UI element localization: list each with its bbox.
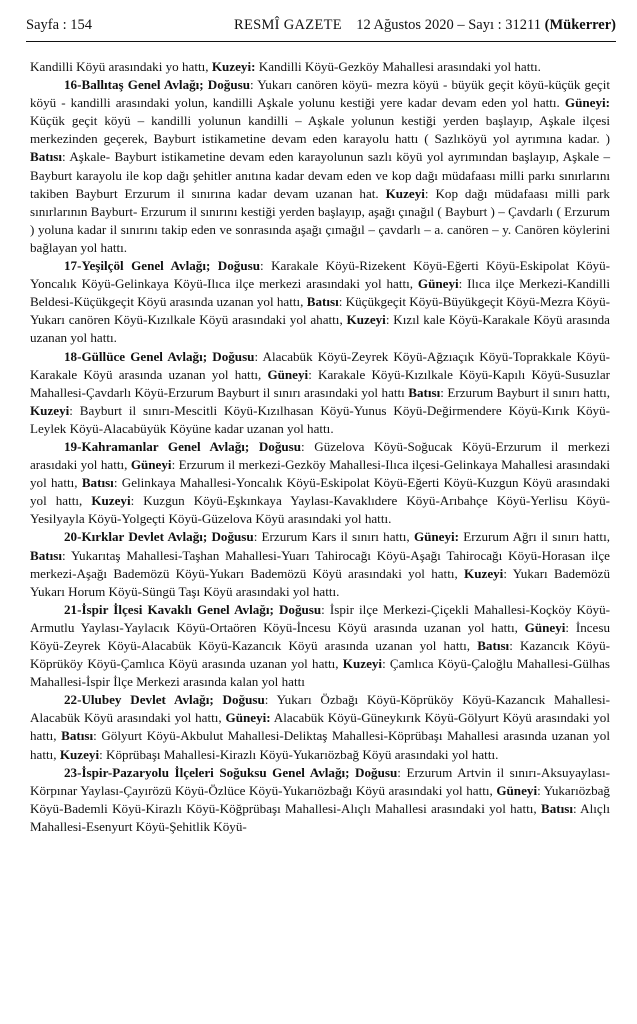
boundary-label: Güneyi: <box>225 710 271 726</box>
section-title: 17-Yeşilçöl Genel Avlağı; <box>64 258 218 274</box>
boundary-label: Batısı <box>61 728 94 744</box>
section-paragraph <box>30 764 610 836</box>
boundary-text: : Küçükgeçit Köyü-Büyükgeçit Köyü-Mezra Köyü-Yukarı canören Köyü-Kızılkale Köyü arasındaki yol ahattı, <box>30 294 611 328</box>
continued-paragraph <box>30 58 610 76</box>
boundary-text: : Çamlıca Köyü-Çaloğlu Mahallesi-Gülhas Mahallesi-İspir İlçe Merkezi arasında kalan yol hattı <box>30 656 611 690</box>
boundary-label: Doğusu <box>207 77 251 93</box>
boundary-label: Doğusu <box>212 348 255 364</box>
section-title: 23-İspir-Pazaryolu İlçeleri Soğuksu Genel Avlağı; <box>64 764 356 780</box>
boundary-label: Güneyi <box>524 619 566 635</box>
boundary-text: : Alacabük Köyü-Zeyrek Köyü-Ağzıaçık Köyü-Toprakkale Köyü-Karakale Köyü arasında uzanan yol hattı, <box>30 348 610 382</box>
boundary-label: Kuzeyi <box>30 402 70 418</box>
boundary-text: : Yukarıtaş Mahallesi-Taşhan Mahallesi-Yuarı Tahirocağı Köyü-Aşağı Tahirocağı Köyü-Horasan ilçe merkezi-Aşağı Bademözü Köyü-Yukarı Bademözü Köyü arasındaki yol hattı, <box>30 547 610 581</box>
boundary-label: Batısı <box>30 149 63 165</box>
boundary-text: Küçük geçit köyü – kandilli yolunun kandilli – Aşkale yolunun kestiği yerden başlayıp, Aşkale ilçesi merkezinden geçerek, Bayburt istikametine devam eden karayolu hattı ( Sazlıköyü yol ayrımına kadar. ) <box>30 113 610 147</box>
boundary-text: : Gelinkaya Mahallesi-Yoncalık Köyü-Eskipolat Köyü-Eğerti Köyü-Kuzgun Köyü arasındaki yol hattı, <box>30 475 610 509</box>
boundary-text: : Erzurum Kars il sınırı hattı, <box>253 529 414 545</box>
section-title: 20-Kırklar Devlet Avlağı; <box>64 529 212 545</box>
boundary-text: : Kop dağı müdafaası milli park sınırlarının Bayburt- Erzurum il sınırını kestiği yerden başlayıp, aşağı çınağıl ( Bayburt ) – Çavdarlı ( Erzurum ) yoluna kadar il sınırını takip eden ve sonrasında aşağı çımağıl – çavdarlı – a. canören – y. Canören köylerini bağlayan yol hattı. <box>30 185 610 255</box>
section-paragraph <box>30 76 610 257</box>
boundary-text: : Kazancık Köyü-Köprüköy Köyü-Çamlıca Köyü arasında uzanan yol hattı, <box>30 638 610 672</box>
sections-list <box>30 76 610 836</box>
boundary-label: Güneyi <box>267 366 309 382</box>
boundary-text: : Alıçlı Mahallesi-Esenyurt Köyü-Şehitlik Köyü- <box>30 800 610 834</box>
boundary-text: Erzurum Ağrı il sınırı hattı, <box>459 529 610 545</box>
boundary-text: : Ilıca ilçe Merkezi-Kandilli Beldesi-Küçükgeçit Köyü arasında uzanan yol hattı, <box>30 276 611 310</box>
boundary-text: : Kızıl kale Köyü-Karakale Köyü arasında uzanan yol hattı. <box>30 312 610 346</box>
boundary-label: Kuzeyi <box>464 565 504 581</box>
boundary-text: : Yukarı Bademözü Yukarı Horum Köyü-Süngü Taşı Köyü arasındaki yol hattı. <box>30 565 610 599</box>
section-paragraph <box>30 601 610 691</box>
boundary-label: Kuzeyi <box>385 185 425 201</box>
boundary-text: : Aşkale- Bayburt istikametine devam eden karayolunun sazlı köyü yol ayrımından başlayıp, Aşkale – Bayburt karayolu ile kop dağı şehitler anıtına kadar devam eden ve kop dağı müdafaası milli parkı sınırlarını takiben Bayburt Erzurum il sınırına kadar devam uzanan hat. <box>30 149 610 201</box>
boundary-text: : Kuzgun Köyü-Eşkınkaya Yaylası-Kavaklıdere Köyü-Arıbahçe Köyü-Yerlisu Köyü-Yesilyayla Köyü-Yolgeçti Köyü-Güzelova Köyü arasındaki yol hattı. <box>30 493 610 527</box>
boundary-text: : Erzurum Artvin il sınırı-Aksuyaylası-Körpınar Yaylası-Çayırözü Köyü-Özlüce Köyü-Yukarıözbağı Köyü arasındaki yol hattı, <box>30 764 610 798</box>
boundary-label: Kuzeyi <box>91 493 131 509</box>
boundary-text: : İspir ilçe Merkezi-Çiçekli Mahallesi-Koçköy Köyü-Armutlu Yaylası-Yaylacık Köyü-Ortaören Köyü-İncesu Köyü arasında uzanan yol hattı, <box>30 601 610 635</box>
boundary-label: Güneyi <box>417 276 459 292</box>
boundary-label: Güneyi: <box>413 529 460 545</box>
cont-text: Kandilli Köyü-Gezköy Mahallesi arasındaki yol hattı. <box>255 59 541 74</box>
boundary-label: Güneyi: <box>564 95 610 111</box>
section-title: 22-Ulubey Devlet Avlağı; <box>64 692 223 708</box>
boundary-label: Kuzeyi <box>342 656 383 672</box>
boundary-label: Güneyi <box>496 782 538 798</box>
boundary-label: Güneyi <box>130 457 172 473</box>
section-title: 16-Ballıtaş Genel Avlağı; <box>64 77 208 93</box>
boundary-text: : Güzelova Köyü-Soğucak Köyü-Erzurum il merkezi arasıdaki yol hattı, <box>30 438 610 473</box>
boundary-text: : Yukarıözbağ Köyü-Bademli Köyü-Kirazlı Köyü-Köğprübaşı Mahallesi-Alıçlı Mahallesi arasındaki yol hattı, <box>30 782 610 816</box>
cont-label: Kuzeyi: <box>211 59 256 74</box>
section-paragraph <box>30 438 610 528</box>
boundary-label: Batısı <box>306 294 339 310</box>
boundary-label: Batısı <box>408 384 441 400</box>
boundary-text: : Karakale Köyü-Kızılkale Köyü-Kapılı Köyü-Susuzlar Mahallesi-Çavdarlı Köyü-Erzurum Bayburt il sınırı arasındaki yol hattı <box>30 366 610 400</box>
section-title: 21-İspir İlçesi Kavaklı Genel Avlağı; <box>64 601 279 617</box>
boundary-label: Doğusu <box>222 692 265 708</box>
boundary-text: : Gölyurt Köyü-Akbulut Mahallesi-Deliktaş Mahallesi-Köprübaşı Mahallesi arasında uzanan yol hattı, <box>30 728 610 762</box>
boundary-label: Doğusu <box>355 764 398 780</box>
boundary-label: Batısı <box>81 475 114 491</box>
boundary-text: : Yukarı Özbağı Köyü-Köprüköy Köyü-Kazancık Mahallesi-Alacabük Köyü arasındaki yol hattı, <box>30 692 610 726</box>
boundary-text: Alacabük Köyü-Güneykırık Köyü-Gölyurt Köyü arasındaki yol hattı, <box>30 710 610 744</box>
page-number: Sayfa : 154 <box>26 17 93 33</box>
header-rule <box>26 41 616 42</box>
section-paragraph <box>30 691 610 763</box>
page-header <box>26 14 616 36</box>
document-body <box>30 58 610 836</box>
boundary-label: Kuzeyi <box>59 746 100 762</box>
boundary-label: Batısı <box>477 638 510 653</box>
issue-date: 12 Ağustos 2020 – Sayı : 31211 <box>356 17 541 33</box>
issue-edition: (Mükerrer) <box>544 17 616 33</box>
section-paragraph <box>30 348 610 438</box>
section-paragraph <box>30 257 610 347</box>
section-title: 19-Kahramanlar Genel Avlağı; <box>64 438 259 454</box>
boundary-label: Doğusu <box>211 529 254 545</box>
issue-info <box>356 14 616 36</box>
boundary-label: Doğusu <box>217 258 260 274</box>
boundary-text: : Yukarı canören köyü- mezra köyü - büyük geçit köyü-küçük geçit köyü - kandilli arasındaki yolun, kandilli Aşkale yolunu kestiği yere kadar devam eden yol hattı. <box>30 77 610 111</box>
boundary-label: Kuzeyi <box>346 312 386 328</box>
boundary-text: : Köprübaşı Mahallesi-Kirazlı Köyü-Yukarıözbağ Köyü arasındaki yol hattı. <box>99 746 499 762</box>
boundary-text: : Erzurum Bayburt il sınırı hattı, <box>440 384 610 400</box>
boundary-text: : İncesu Köyü-Zeyrek Köyü-Alacabük Köyü-Kazancık Köyü arasında uzanan yol hattı, <box>30 619 611 653</box>
boundary-text: : Karakale Köyü-Rizekent Köyü-Eğerti Köyü-Eskipolat Köyü-Yoncalık Köyü-Gelinkaya Köyü-Ilıca ilçe merkezi arasındaki yol hattı, <box>30 258 610 292</box>
gazette-title: RESMÎ GAZETE <box>234 17 342 33</box>
boundary-label: Batısı <box>540 800 573 816</box>
section-paragraph <box>30 528 610 600</box>
boundary-text: : Bayburt il sınırı-Mescitli Köyü-Kızılhasan Köyü-Yunus Köyü-Değirmendere Köyü-Kırık Köyü-Leylek Köyü-Alacabüyük Köyüne kadar uzanan yol hattı. <box>30 402 610 436</box>
section-title: 18-Güllüce Genel Avlağı; <box>64 348 213 364</box>
boundary-label: Doğusu <box>258 438 302 454</box>
boundary-label: Doğusu <box>278 601 322 617</box>
boundary-label: Batısı <box>30 547 63 563</box>
cont-text: Kandilli Köyü arasındaki yo hattı, <box>30 59 212 74</box>
boundary-text: : Erzurum il merkezi-Gezköy Mahallesi-Ilıca ilçesi-Gelinkaya Mahallesi arasındaki yol hattı, <box>30 457 610 491</box>
